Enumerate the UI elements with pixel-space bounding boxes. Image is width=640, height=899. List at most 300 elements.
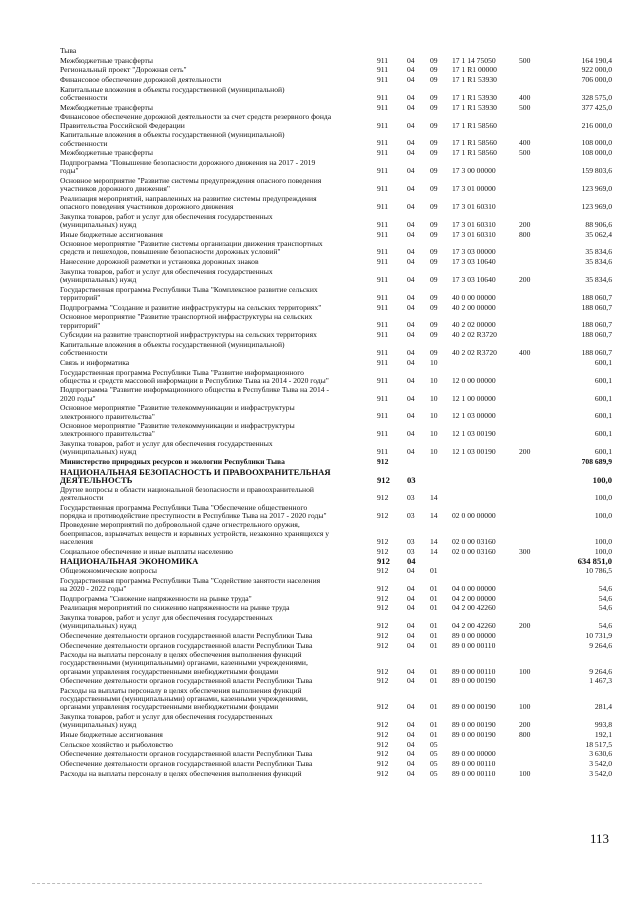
table-row [0, 741, 640, 749]
table-row [0, 687, 640, 712]
row-name-line: Закупка товаров, работ и услуг для обеспечения государственных [60, 266, 273, 276]
amount: 100,0 [594, 510, 612, 520]
section-code: 04 [407, 55, 415, 65]
subsection-code: 05 [430, 739, 438, 749]
row-name-line: ДЕЯТЕЛЬНОСТЬ [60, 474, 133, 485]
table-row [0, 159, 640, 175]
row-name-line: Социальное обеспечение и иные выплаты населению [60, 546, 233, 556]
target-article-code: 12 1 00 00000 [452, 393, 496, 403]
subsection-code: 14 [430, 492, 438, 502]
amount: 123 969,0 [581, 183, 612, 193]
row-name [60, 632, 372, 640]
section-code: 04 [407, 75, 415, 85]
table-row [0, 713, 640, 729]
expense-type-code: 200 [519, 219, 531, 229]
row-name [60, 468, 372, 484]
row-name-line: государственными (муниципальными) органами, казенными учреждениями, [60, 658, 308, 668]
ministry-code: 912 [377, 492, 389, 502]
row-name [60, 741, 372, 749]
amount: 600,1 [594, 357, 612, 367]
section-code: 04 [407, 556, 416, 567]
row-name-line: Реализация мероприятий по снижению напряженности на рынке труда [60, 603, 290, 613]
row-name [60, 159, 372, 175]
section-code: 04 [407, 274, 415, 284]
expense-type-code: 500 [519, 102, 531, 112]
row-name-line: территорий" [60, 320, 101, 330]
table-row [0, 614, 640, 630]
row-name [60, 642, 372, 650]
row-name-line: НАЦИОНАЛЬНАЯ БЕЗОПАСНОСТЬ И ПРАВООХРАНИТЕЛЬНАЯ [60, 466, 331, 477]
ministry-code: 911 [377, 138, 389, 148]
amount: 18 517,5 [585, 739, 612, 749]
expense-type-code: 400 [519, 138, 531, 148]
row-name-line: на 2020 - 2022 годы" [60, 583, 127, 593]
subsection-code: 09 [430, 330, 438, 340]
subsection-code: 09 [430, 65, 438, 75]
row-name [60, 548, 372, 556]
section-code: 04 [407, 320, 415, 330]
row-name-line: Межбюджетные трансферты [60, 148, 153, 158]
row-name [60, 677, 372, 685]
target-article-code: 17 1 R1 53930 [452, 75, 497, 85]
subsection-code: 09 [430, 183, 438, 193]
ministry-code: 911 [377, 148, 389, 158]
expense-type-code: 100 [519, 768, 531, 778]
subsection-code: 05 [430, 759, 438, 769]
amount: 100,0 [594, 492, 612, 502]
row-name [60, 113, 372, 129]
row-name-line: Реализация мероприятий, направленных на развитие системы предупреждения [60, 193, 317, 203]
row-name-line: Государственная программа Республики Тыва "Развитие информационного [60, 367, 304, 377]
amount: 10 786,5 [585, 565, 612, 575]
target-article-code: 89 0 00 00110 [452, 666, 496, 676]
row-name-line: Основное мероприятие "Развитие телекоммуникации и инфраструктуры [60, 403, 295, 413]
row-name [60, 47, 372, 55]
row-name-line: Расходы на выплаты персоналу в целях обеспечения выполнения функций [60, 768, 302, 778]
target-article-code: 17 3 01 60310 [452, 219, 496, 229]
row-name-line: Подпрограмма "Повышение безопасности дорожного движения на 2017 - 2019 [60, 157, 316, 167]
target-article-code: 89 0 00 00190 [452, 676, 496, 686]
subsection-code: 01 [430, 640, 438, 650]
row-name [60, 486, 372, 502]
row-name-line: Подпрограмма "Создание и развитие инфраструктуры на сельских территориях" [60, 302, 322, 312]
row-name-line: Обеспечение деятельности органов государственной власти Республики Тыва [60, 640, 313, 650]
row-name-line: Закупка товаров, работ и услуг для обеспечения государственных [60, 439, 273, 449]
target-article-code: 17 3 03 10640 [452, 257, 496, 267]
target-article-code: 17 1 R1 58560 [452, 120, 497, 130]
amount: 100,0 [594, 546, 612, 556]
row-name-line: (муниципальных) нужд [60, 275, 137, 284]
subsection-code: 01 [430, 621, 438, 631]
section-code: 03 [407, 546, 415, 556]
row-name [60, 422, 372, 438]
section-code: 03 [407, 492, 415, 502]
section-code: 04 [407, 65, 415, 75]
ministry-code: 911 [377, 429, 389, 439]
row-name-line: органами управления государственными внебюджетными фондами [60, 702, 279, 712]
row-name-line: населения [60, 536, 94, 546]
target-article-code: 17 3 01 60310 [452, 229, 496, 239]
row-name-line: Обеспечение деятельности органов государственной власти Республики Тыва [60, 759, 313, 769]
target-article-code: 89 0 00 00190 [452, 730, 496, 739]
row-name-line: годы" [60, 166, 79, 176]
amount: 159 803,6 [581, 166, 612, 176]
amount: 922 000,0 [581, 65, 612, 75]
ministry-code: 912 [377, 556, 390, 567]
section-code: 04 [407, 201, 415, 211]
row-name [60, 567, 372, 575]
table-row [0, 286, 640, 302]
subsection-code: 10 [430, 357, 438, 367]
ministry-code: 912 [377, 749, 389, 759]
ministry-code: 911 [377, 229, 389, 239]
row-name [60, 268, 372, 284]
ministry-code: 912 [377, 510, 389, 520]
row-name-line: Основное мероприятие "Развитие системы организации движения транспортных [60, 239, 323, 249]
amount: 100,0 [594, 536, 612, 546]
table-row [0, 567, 640, 575]
row-name-line: боеприпасов, взрывчатых веществ и взрывных устройств, незаконно хранящихся у [60, 528, 330, 538]
row-name-line: Министерство природных ресурсов и экологии Республики Тыва [60, 457, 285, 466]
row-name [60, 131, 372, 147]
row-name [60, 258, 372, 266]
row-name [60, 577, 372, 593]
table-row [0, 632, 640, 640]
amount: 634 851,0 [577, 556, 612, 567]
row-name-line: Другие вопросы в области национальной безопасности и правоохранительной [60, 484, 314, 494]
amount: 188 060,7 [581, 348, 612, 358]
amount: 123 969,0 [581, 201, 612, 211]
section-code: 04 [407, 666, 415, 676]
amount: 706 000,0 [581, 75, 612, 85]
target-article-code: 40 2 02 R3720 [452, 348, 497, 358]
section-code: 04 [407, 247, 415, 257]
row-name [60, 760, 372, 768]
table-row [0, 47, 640, 55]
ministry-code: 912 [377, 630, 389, 640]
section-code: 03 [407, 536, 415, 546]
row-name-line: Обеспечение деятельности органов государственной власти Республики Тыва [60, 676, 313, 686]
table-row [0, 66, 640, 74]
expense-type-code: 100 [519, 702, 531, 712]
subsection-code: 14 [430, 510, 438, 520]
row-name [60, 369, 372, 385]
row-name [60, 404, 372, 420]
row-name [60, 687, 372, 712]
row-name-line: электронного правительства" [60, 429, 155, 439]
subsection-code: 05 [430, 768, 438, 778]
amount: 3 630,6 [589, 749, 612, 759]
target-article-code: 17 3 03 10640 [452, 274, 496, 284]
amount: 164 190,4 [581, 55, 612, 65]
row-name-line: 2020 годы" [60, 393, 96, 403]
table-row [0, 770, 640, 778]
ministry-code: 911 [377, 219, 389, 229]
row-name-line: Межбюджетные трансферты [60, 102, 153, 112]
amount: 600,1 [594, 375, 612, 385]
row-name [60, 240, 372, 256]
row-name [60, 440, 372, 456]
ministry-code: 912 [377, 583, 389, 593]
row-name [60, 86, 372, 102]
ministry-code: 912 [377, 457, 389, 466]
row-name [60, 195, 372, 211]
row-name-line: Сельское хозяйство и рыболовство [60, 739, 173, 749]
row-name [60, 76, 372, 84]
section-code: 04 [407, 739, 415, 749]
subsection-code: 09 [430, 348, 438, 358]
subsection-code: 01 [430, 676, 438, 686]
amount: 600,1 [594, 447, 612, 457]
row-name-line: Иные бюджетные ассигнования [60, 229, 163, 239]
amount: 188 060,7 [581, 320, 612, 330]
expense-type-code: 400 [519, 92, 531, 102]
row-name [60, 149, 372, 157]
section-code: 04 [407, 621, 415, 631]
amount: 188 060,7 [581, 302, 612, 312]
section-code: 04 [407, 676, 415, 686]
section-code: 04 [407, 630, 415, 640]
expense-type-code: 200 [519, 720, 531, 730]
row-name-line: Субсидии на развитие транспортной инфраструктуры на сельских территориях [60, 330, 317, 340]
row-name [60, 57, 372, 65]
target-article-code: 17 1 R1 00000 [452, 65, 497, 75]
row-name [60, 504, 372, 520]
section-code: 04 [407, 357, 415, 367]
target-article-code: 17 1 R1 58560 [452, 148, 497, 158]
table-row [0, 213, 640, 229]
ministry-code: 911 [377, 183, 389, 193]
target-article-code: 40 2 02 00000 [452, 320, 496, 330]
subsection-code: 09 [430, 102, 438, 112]
ministry-code: 912 [377, 666, 389, 676]
table-row [0, 386, 640, 402]
target-article-code: 12 1 03 00000 [452, 411, 496, 421]
subsection-code: 09 [430, 201, 438, 211]
ministry-code: 911 [377, 274, 389, 284]
row-name [60, 341, 372, 357]
table-row [0, 258, 640, 266]
subsection-code: 09 [430, 274, 438, 284]
row-name-line: Закупка товаров, работ и услуг для обеспечения государственных [60, 712, 273, 722]
subsection-code: 10 [430, 429, 438, 439]
amount: 3 542,0 [589, 759, 612, 769]
row-name-line: Основное мероприятие "Развитие системы предупреждения опасного поведения [60, 175, 322, 185]
row-name-line: участников дорожного движения" [60, 184, 170, 193]
expense-type-code: 200 [519, 621, 531, 631]
row-name-line: Общеэкономические вопросы [60, 565, 157, 575]
subsection-code: 01 [430, 730, 438, 739]
row-name-line: (муниципальных) нужд [60, 447, 137, 457]
table-row [0, 731, 640, 739]
amount: 54,6 [598, 621, 612, 631]
expense-type-code: 800 [519, 730, 531, 739]
row-name [60, 521, 372, 546]
section-code: 04 [407, 183, 415, 193]
table-row [0, 577, 640, 593]
table-row [0, 359, 640, 367]
ministry-code: 911 [377, 292, 389, 302]
table-row [0, 131, 640, 147]
target-article-code: 89 0 00 00000 [452, 630, 496, 640]
subsection-code: 01 [430, 630, 438, 640]
section-code: 04 [407, 393, 415, 403]
table-row [0, 468, 640, 484]
table-row [0, 642, 640, 650]
ministry-code: 912 [377, 730, 389, 739]
row-name-line: Государственная программа Республики Тыва "Комплексное развитие сельских [60, 284, 318, 294]
row-name [60, 304, 372, 312]
target-article-code: 04 2 00 42260 [452, 621, 496, 631]
row-name [60, 386, 372, 402]
section-code: 04 [407, 447, 415, 457]
target-article-code: 89 0 00 00110 [452, 759, 496, 769]
subsection-code: 09 [430, 148, 438, 158]
amount: 600,1 [594, 393, 612, 403]
amount: 377 425,0 [581, 102, 612, 112]
row-name [60, 595, 372, 603]
section-code: 04 [407, 375, 415, 385]
row-name [60, 614, 372, 630]
section-code: 04 [407, 166, 415, 176]
section-code: 04 [407, 348, 415, 358]
ministry-code: 911 [377, 102, 389, 112]
row-name [60, 651, 372, 676]
row-name-line: государственными (муниципальными) органами, казенными учреждениями, [60, 694, 308, 704]
row-name [60, 731, 372, 739]
row-name [60, 557, 372, 565]
ministry-code: 911 [377, 55, 389, 65]
row-name-line: территорий" [60, 292, 101, 302]
section-code: 04 [407, 603, 415, 613]
row-name [60, 213, 372, 229]
ministry-code: 912 [377, 768, 389, 778]
subsection-code: 14 [430, 546, 438, 556]
subsection-code: 01 [430, 593, 438, 603]
table-row [0, 149, 640, 157]
target-article-code: 17 1 14 75050 [452, 55, 496, 65]
amount: 9 264,6 [589, 640, 612, 650]
target-article-code: 02 0 00 03160 [452, 536, 496, 546]
subsection-code: 09 [430, 75, 438, 85]
ministry-code: 912 [377, 676, 389, 686]
subsection-code: 09 [430, 292, 438, 302]
section-code: 04 [407, 759, 415, 769]
row-name-line: Межбюджетные трансферты [60, 55, 153, 65]
section-code: 04 [407, 749, 415, 759]
table-row [0, 422, 640, 438]
page-number: 113 [590, 831, 610, 846]
section-code: 04 [407, 229, 415, 239]
row-name-line: Правительства Российской Федерации [60, 120, 185, 130]
table-row [0, 440, 640, 456]
amount: 35 834,6 [585, 274, 612, 284]
section-code: 04 [407, 768, 415, 778]
row-name-line: Иные бюджетные ассигнования [60, 730, 163, 739]
row-name-line: собственности [60, 348, 108, 358]
row-name-line: Государственная программа Республики Тыва "Обеспечение общественного [60, 502, 308, 512]
subsection-code: 01 [430, 565, 438, 575]
table-row [0, 557, 640, 565]
target-article-code: 12 0 00 00000 [452, 375, 496, 385]
row-name-line: Подпрограмма "Снижение напряженности на рынке труда" [60, 593, 252, 603]
subsection-code: 09 [430, 257, 438, 267]
section-code: 04 [407, 92, 415, 102]
table-row [0, 195, 640, 211]
ministry-code: 912 [377, 720, 389, 730]
expense-type-code: 800 [519, 229, 531, 239]
ministry-code: 912 [377, 621, 389, 631]
subsection-code: 10 [430, 375, 438, 385]
amount: 35 834,6 [585, 247, 612, 257]
row-name-line: порядка и противодействие преступности в Республике Тыва на 2017 - 2020 годы" [60, 510, 327, 520]
row-name [60, 104, 372, 112]
amount: 54,6 [598, 603, 612, 613]
amount: 708 689,9 [581, 457, 612, 466]
subsection-code: 09 [430, 92, 438, 102]
row-name-line: Капитальные вложения в объекты государственной (муниципальной) [60, 130, 285, 140]
table-row [0, 76, 640, 84]
row-name [60, 286, 372, 302]
expense-type-code: 100 [519, 666, 531, 676]
amount: 1 467,3 [589, 676, 612, 686]
section-code: 04 [407, 302, 415, 312]
row-name-line: деятельности [60, 492, 104, 502]
amount: 192,1 [594, 730, 612, 739]
ministry-code: 911 [377, 348, 389, 358]
target-article-code: 17 1 R1 53930 [452, 92, 497, 102]
table-row [0, 304, 640, 312]
expense-type-code: 400 [519, 348, 531, 358]
amount: 54,6 [598, 593, 612, 603]
section-code: 04 [407, 411, 415, 421]
row-name [60, 359, 372, 367]
section-code: 04 [407, 583, 415, 593]
row-name-line: (муниципальных) нужд [60, 720, 137, 730]
table-row [0, 86, 640, 102]
section-code: 04 [407, 120, 415, 130]
row-name-line: Финансовое обеспечение дорожной деятельности за счет средств резервного фонда [60, 112, 332, 122]
table-row [0, 231, 640, 239]
section-code: 04 [407, 702, 415, 712]
row-name-line: собственности [60, 93, 108, 102]
subsection-code: 10 [430, 393, 438, 403]
section-code: 04 [407, 593, 415, 603]
ministry-code: 911 [377, 320, 389, 330]
ministry-code: 912 [377, 739, 389, 749]
ministry-code: 911 [377, 92, 389, 102]
row-name-line: Основное мероприятие "Развитие транспортной инфраструктуры на сельских [60, 312, 313, 322]
amount: 328 575,0 [581, 92, 612, 102]
target-article-code: 17 3 03 00000 [452, 247, 496, 257]
section-code: 04 [407, 138, 415, 148]
ministry-code: 911 [377, 393, 389, 403]
row-name-line: НАЦИОНАЛЬНАЯ ЭКОНОМИКА [60, 556, 199, 567]
table-row [0, 504, 640, 520]
row-name-line: Финансовое обеспечение дорожной деятельности [60, 75, 222, 85]
target-article-code: 04 2 00 00000 [452, 593, 496, 603]
row-name-line: Государственная программа Республики Тыва "Содействие занятости населения [60, 575, 321, 585]
ministry-code: 911 [377, 166, 389, 176]
subsection-code: 01 [430, 720, 438, 730]
expense-type-code: 500 [519, 148, 531, 158]
section-code: 04 [407, 730, 415, 739]
target-article-code: 17 3 01 60310 [452, 201, 496, 211]
amount: 35 062,4 [585, 229, 612, 239]
section-code: 04 [407, 429, 415, 439]
amount: 108 000,0 [581, 138, 612, 148]
row-name [60, 770, 372, 778]
